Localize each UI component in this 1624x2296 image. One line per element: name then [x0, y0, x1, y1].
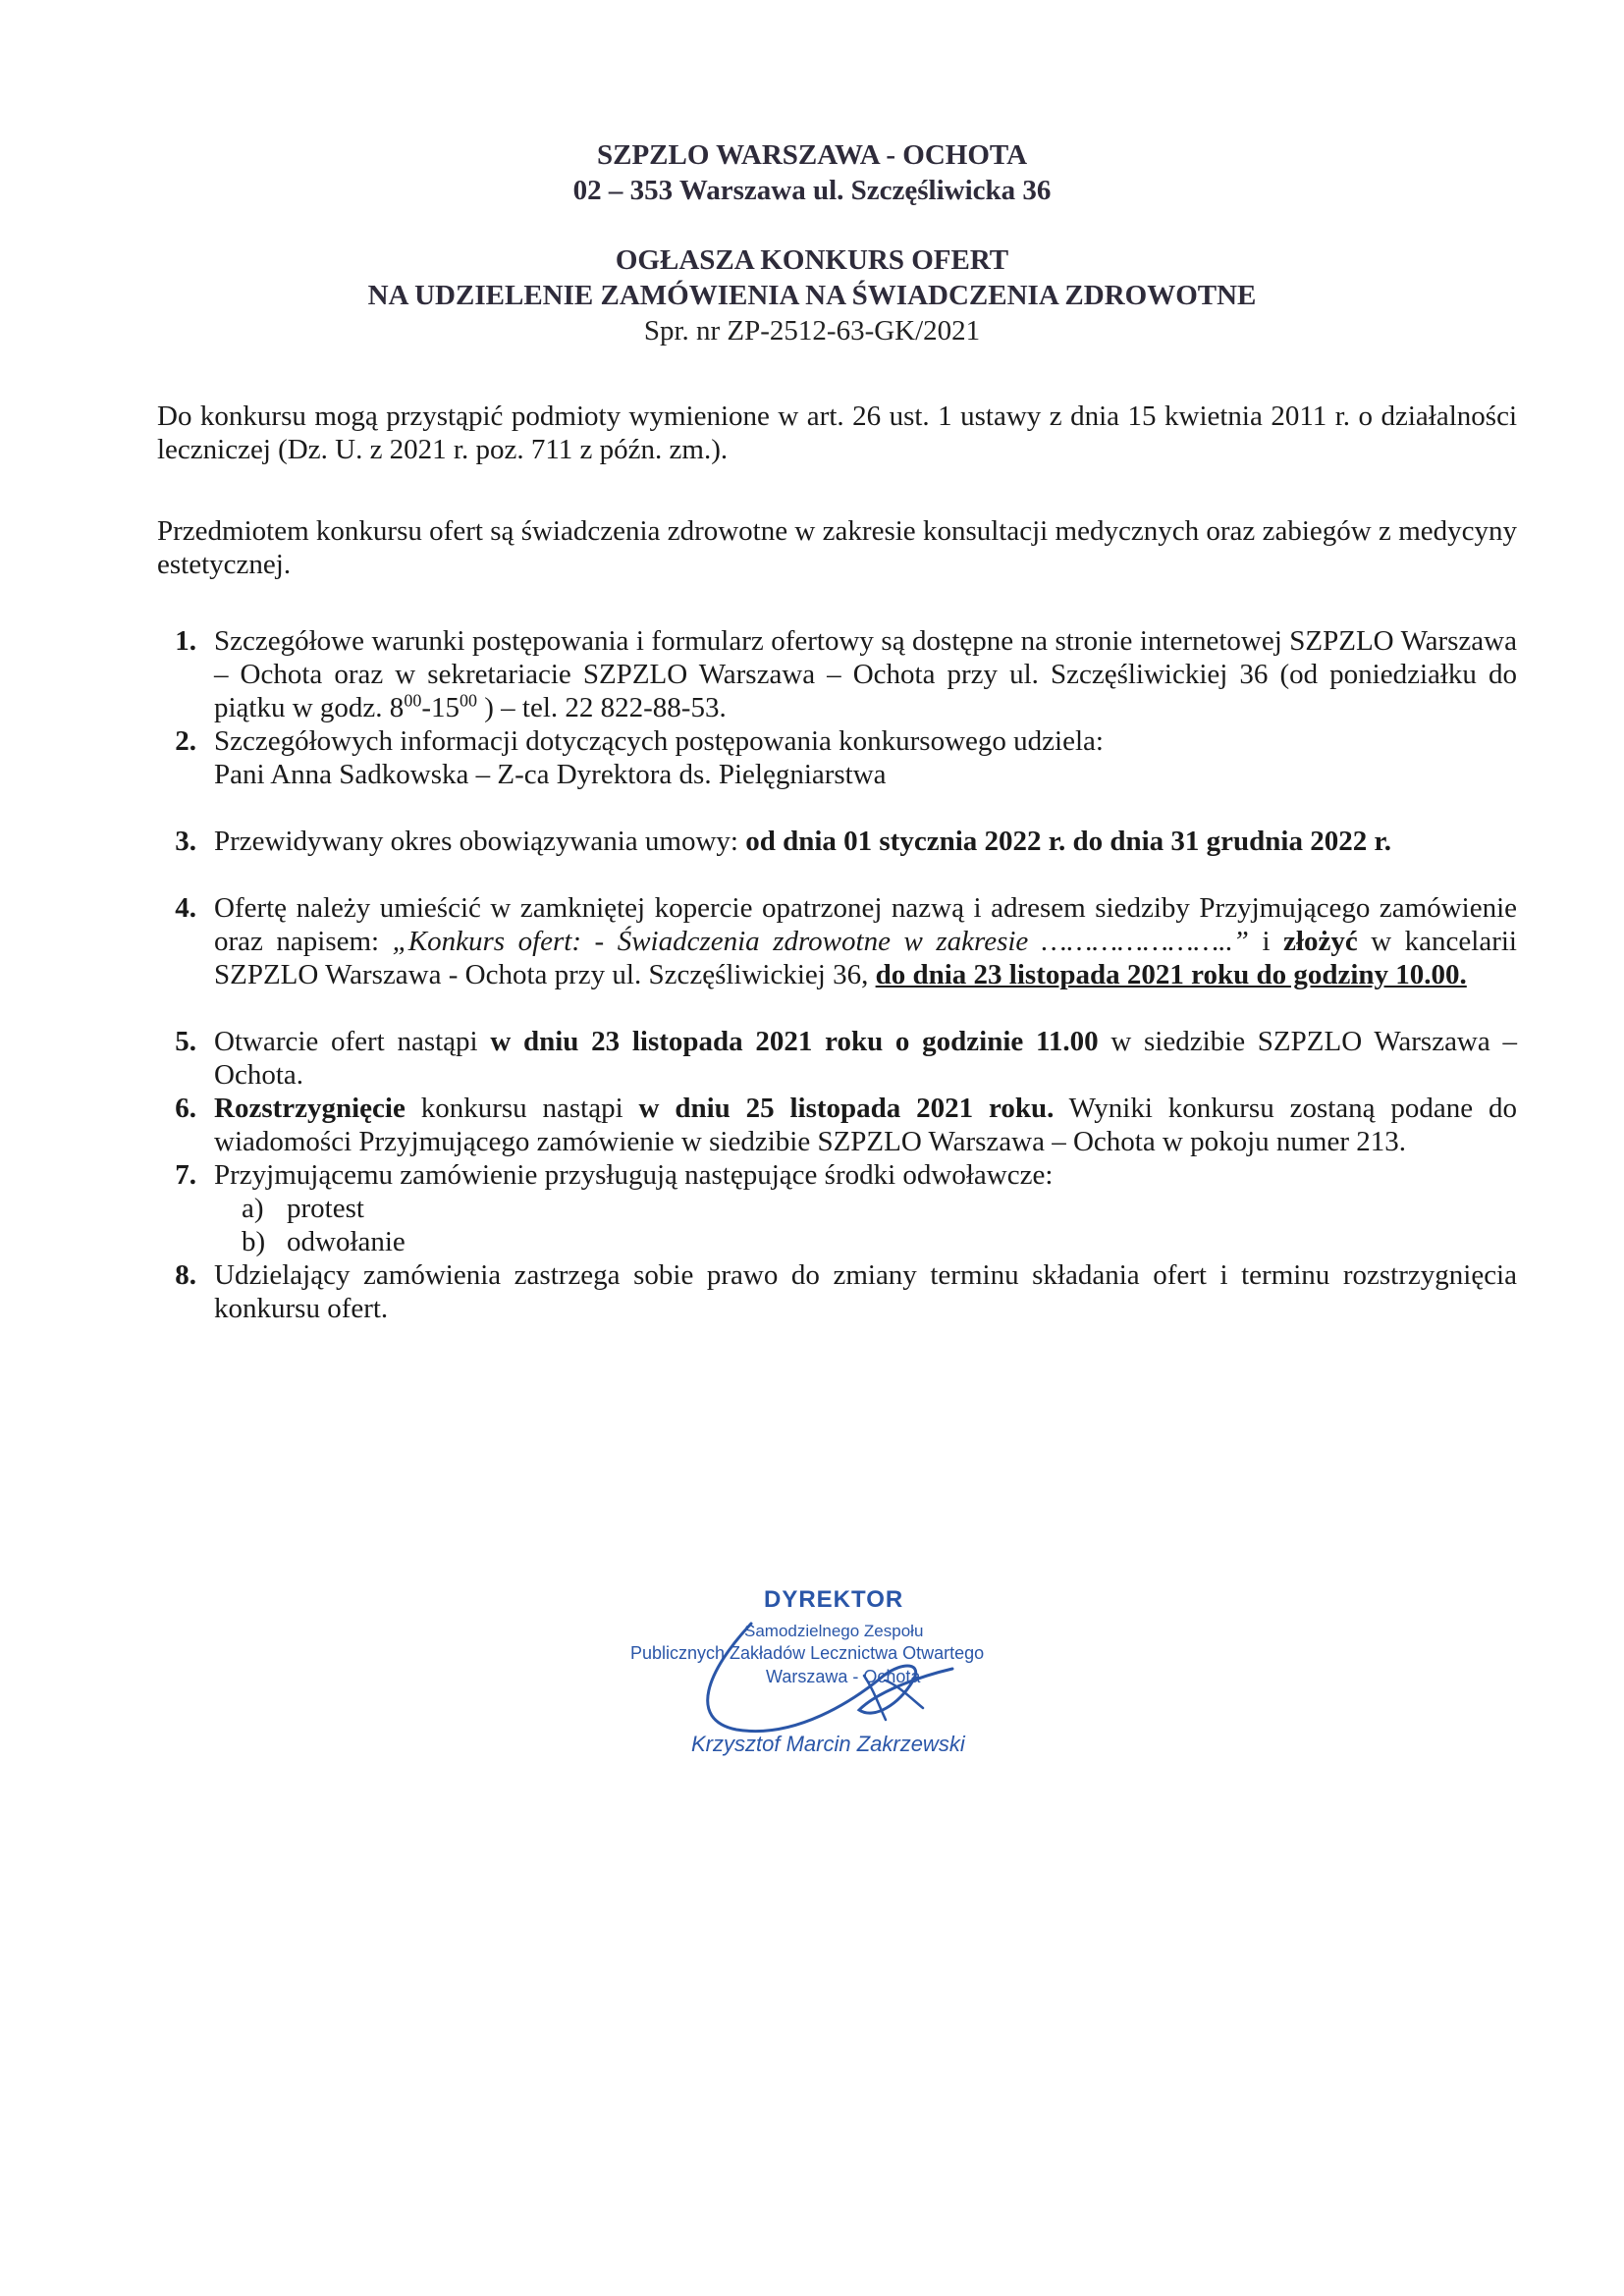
item-number: 7. [175, 1159, 196, 1191]
intro-paragraph-subject: Przedmiotem konkursu ofert są świadczenia zdrowotne w zakresie konsultacji medycznych oraz zabiegów z medycyny estetycznej. [157, 515, 1517, 580]
org-name: SZPZLO WARSZAWA - OCHOTA [596, 139, 1028, 171]
item-number: 5. [175, 1026, 196, 1057]
handwritten-signature [628, 1582, 1139, 1779]
resolution-date: w dniu 25 listopada 2021 roku. [638, 1093, 1055, 1124]
item-number: 6. [175, 1093, 196, 1124]
remedies-sublist [214, 1192, 1517, 1258]
sublist-item: b) odwołanie [242, 1226, 406, 1257]
contact-person: Pani Anna Sadkowska – Z-ca Dyrektora ds. Pielęgniarstwa [214, 759, 887, 790]
item-number: 1. [175, 625, 196, 657]
item-number: 3. [175, 826, 196, 857]
list-item: 1. Szczegółowe warunki postępowania i formularz ofertowy są dostępne na stronie internetowej SZPZLO Warszawa – Ochota oraz w sekretariacie SZPZLO Warszawa – Ochota przy ul. Szczęśliwickiej 36 (od poniedziałku do piątku w godz. $8^{00}-15^{00}$ ) – tel. 22 822-88-53. [157, 624, 1517, 724]
sublist-item: a) protest [242, 1193, 364, 1224]
list-item: 5. Otwarcie ofert nastąpi w dniu 23 listopada 2021 roku o godzinie 11.00 w siedzibie SZPZLO Warszawa – Ochota. [157, 1025, 1517, 1092]
intro-paragraph-eligibility: Do konkursu mogą przystąpić podmioty wymienione w art. 26 ust. 1 ustawy z dnia 15 kwietnia 2011 r. o działalności leczniczej (Dz. U. z 2021 r. poz. 711 z późn. zm.). [157, 400, 1517, 465]
list-item: 4. Ofertę należy umieścić w zamkniętej kopercie opatrzonej nazwą i adresem siedziby Przyjmującego zamówienie oraz napisem: „Konkurs ofert: - Świadczenia zdrowotne w zakresie …………………..” i złożyć w kancelarii SZPZLO Warszawa - Ochota przy ul. Szczęśliwickiej 36, do dnia 23 listopada 2021 roku do godziny 10.00. [157, 891, 1517, 991]
announcement-subtitle: NA UDZIELENIE ZAMÓWIENIA NA ŚWIADCZENIA ZDROWOTNE [367, 280, 1257, 311]
list-item: 2. Szczegółowych informacji dotyczących postępowania konkursowego udziela: Pani Anna Sadkowska – Z-ca Dyrektora ds. Pielęgniarstwa [157, 724, 1517, 791]
conditions-list [157, 624, 1517, 1325]
director-stamp [628, 1582, 1139, 1779]
announcement-title: OGŁASZA KONKURS OFERT [615, 244, 1009, 276]
list-item: 8. Udzielający zamówienia zastrzega sobie prawo do zmiany terminu składania ofert i terminu rozstrzygnięcia konkursu ofert. [157, 1258, 1517, 1325]
item-number: 8. [175, 1259, 196, 1291]
item-number: 2. [175, 725, 196, 757]
stamp-line: Warszawa - Ochota [766, 1667, 921, 1686]
stamp-name: Krzysztof Marcin Zakrzewski [691, 1732, 965, 1756]
case-number: Spr. nr ZP-2512-63-GK/2021 [643, 315, 981, 347]
item-number: 4. [175, 892, 196, 924]
contract-period: od dnia 01 stycznia 2022 r. do dnia 31 grudnia 2022 r. [745, 826, 1391, 857]
opening-date: w dniu 23 listopada 2021 roku o godzinie 11.00 [490, 1026, 1099, 1057]
org-address: 02 – 353 Warszawa ul. Szczęśliwicka 36 [572, 175, 1052, 206]
list-item: 3. Przewidywany okres obowiązywania umowy: od dnia 01 stycznia 2022 r. do dnia 31 grudnia 2022 r. [157, 825, 1517, 858]
list-item: 7. Przyjmującemu zamówienie przysługują następujące środki odwoławcze: a) protest b) odwołanie [157, 1158, 1517, 1258]
stamp-line: Samodzielnego Zespołu [744, 1622, 924, 1640]
document-header [0, 137, 1624, 348]
stamp-line: Publicznych Zakładów Lecznictwa Otwartego [630, 1643, 985, 1663]
stamp-title: DYREKTOR [764, 1586, 904, 1613]
list-item: 6. Rozstrzygnięcie konkursu nastąpi w dniu 25 listopada 2021 roku. Wyniki konkursu zostaną podane do wiadomości Przyjmującego zamówienie w siedzibie SZPZLO Warszawa – Ochota w pokoju numer 213. [157, 1092, 1517, 1158]
submission-deadline: do dnia 23 listopada 2021 roku do godziny 10.00. [875, 959, 1467, 990]
